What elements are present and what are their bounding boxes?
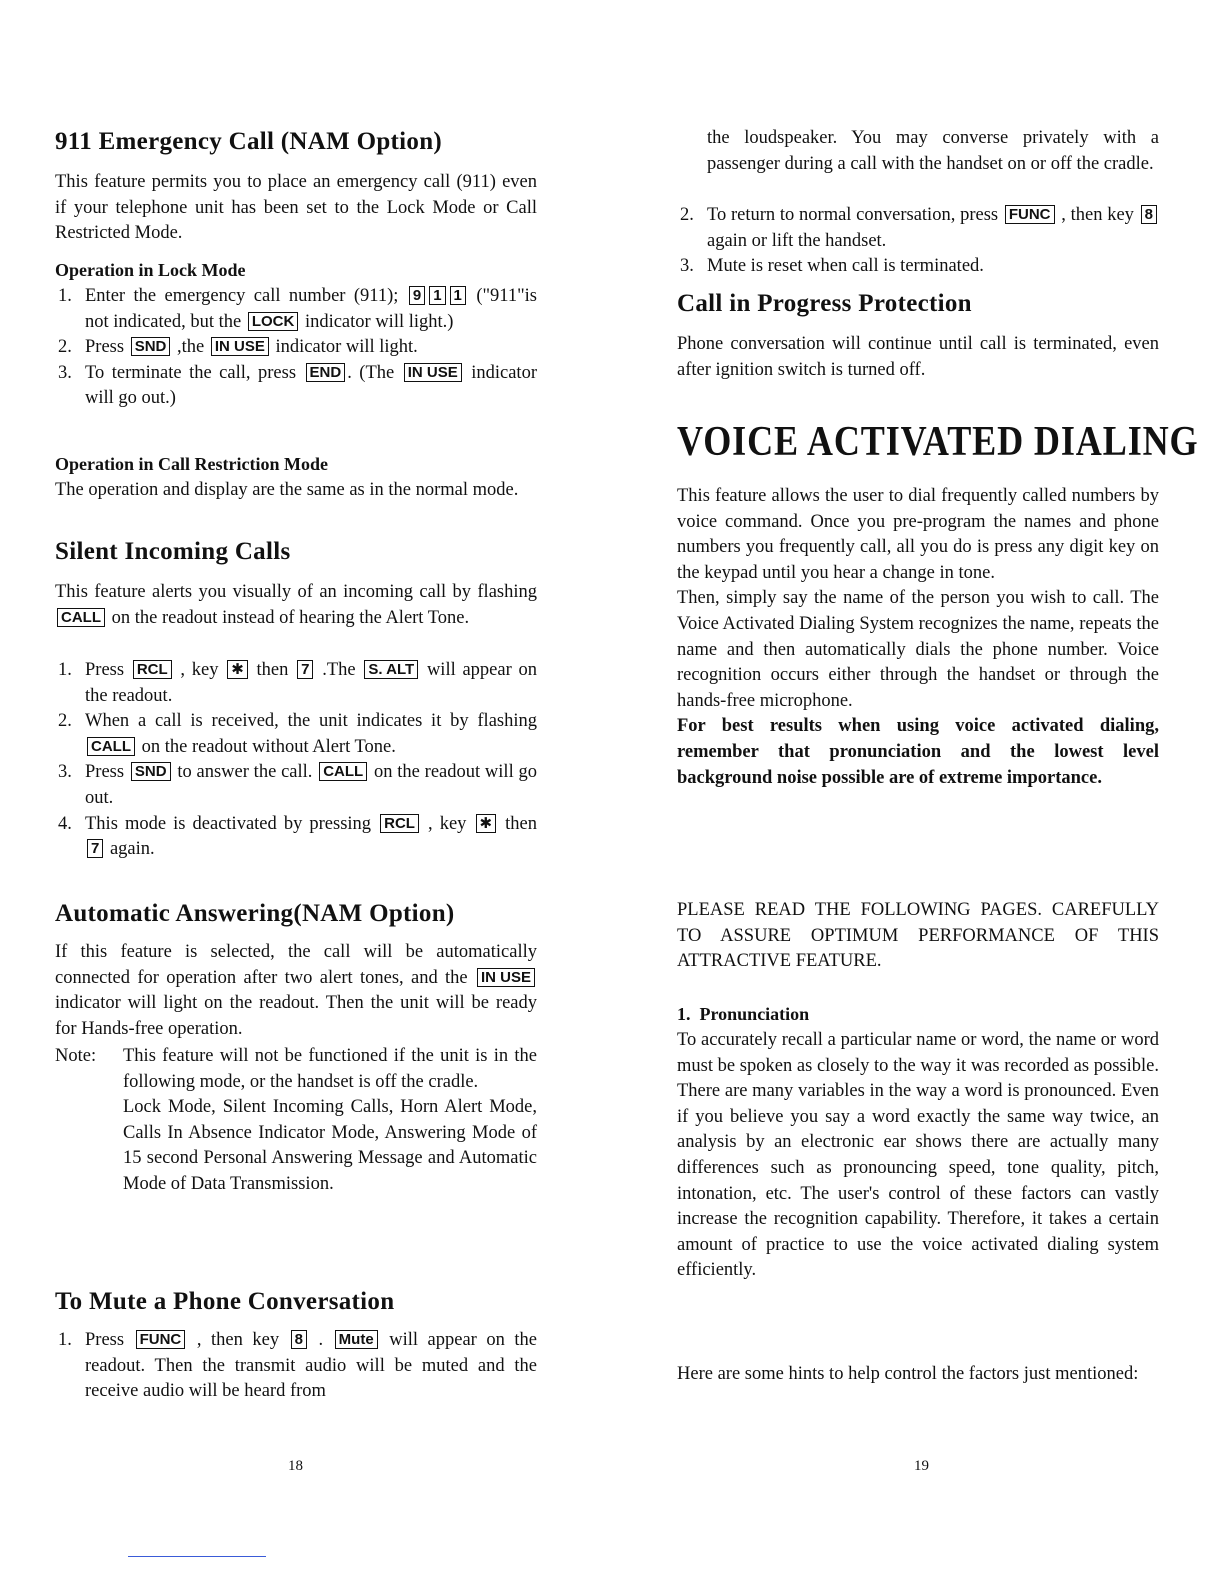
text-run: , then key [187, 1330, 289, 1350]
note-text: This feature will not be functioned if the unit is in the following mode, or the handset is off the cradle. [123, 1046, 537, 1092]
key-label: CALL [87, 737, 135, 756]
text-run: Press [85, 1330, 134, 1350]
text-run: Press [85, 660, 131, 680]
key-label: IN USE [477, 968, 535, 987]
text-run: If this feature is selected, the call will be automatically connected for operation after two alert tones, and the [55, 942, 537, 988]
key-label: 7 [87, 839, 103, 858]
text-run: then [498, 813, 537, 834]
hints-text: Here are some hints to help control the factors just mentioned: [677, 1364, 1139, 1384]
intro-911 [55, 170, 537, 247]
list-text [707, 203, 1159, 254]
heading-progress-protection: Call in Progress Protection [677, 290, 972, 317]
text-run: the loudspeaker. You may converse privately with a passenger during a call with the handset on or off the cradle. [707, 128, 1159, 174]
text-run: , key [173, 660, 226, 680]
text-run: Press [85, 762, 129, 783]
text-run: again or lift the handset. [707, 230, 887, 251]
key-label: ✱ [476, 814, 497, 833]
heading-911: 911 Emergency Call (NAM Option) [55, 128, 443, 155]
list-item [55, 658, 537, 709]
pronunciation-number: 1. [677, 1004, 691, 1024]
list-number: 4. [58, 813, 72, 834]
text-run: This feature alerts you visually of an incoming call by flashing [55, 582, 537, 602]
key-label: 7 [297, 660, 313, 679]
silent-intro [55, 580, 537, 631]
heading-mute: To Mute a Phone Conversation [55, 1288, 395, 1315]
text-run: This mode is deactivated by pressing [85, 813, 379, 834]
voice-text-2: Then, simply say the name of the person you wish to call. The Voice Activated Dialing System recognizes the name, repeats the name and then automatically dials the phone number. Voice recognition occurs either through the handset or through the hands-free microphone. [677, 588, 1159, 711]
key-label: S. ALT [364, 660, 418, 679]
text-run: again. [105, 839, 155, 860]
list-number: 2. [680, 205, 694, 225]
list-text [85, 709, 537, 760]
list-number: 3. [58, 762, 72, 783]
key-label: 8 [1141, 205, 1157, 224]
lock-mode-steps [55, 284, 537, 412]
mute-steps [55, 1328, 537, 1405]
text-run: . (The [347, 362, 402, 383]
key-label: IN USE [404, 363, 462, 382]
pronunciation-title: Pronunciation [699, 1004, 810, 1024]
text-run: Press [85, 337, 129, 358]
list-item [55, 812, 537, 863]
note [55, 1044, 537, 1198]
subheading-pronunciation [677, 1004, 1159, 1025]
list-item [55, 709, 537, 760]
text-run: This feature permits you to place an emergency call (911) even if your telephone unit has been set to the Lock Mode or Call Restricted Mode. [55, 172, 537, 244]
auto-answer-text [55, 940, 537, 1042]
list-item [677, 254, 1159, 280]
text-run: To return to normal conversation, press [707, 205, 1003, 225]
text-run: on the readout without Alert Tone. [137, 736, 396, 757]
list-text [85, 658, 537, 709]
mute-continued [677, 126, 1159, 177]
pronunciation-text: To accurately recall a particular name or word, the name or word must be spoken as closely to the way it was recorded as possible. There are many variables in the way a word is pronounced. Even if you believe you say a word exactly the same way twice, an analysis by an electronic ear shows there are actually many differences such as pronouncing speed, tone quality, pitch, intonation, etc. The user's control of these factors can vastly increase the recognition capability. Therefore, it takes a certain amount of practice to use the voice activated dialing system efficiently. [677, 1030, 1159, 1281]
text-run: When a call is received, the unit indicates it by flashing [85, 711, 537, 732]
text-run: then [249, 660, 296, 680]
key-label: RCL [380, 814, 419, 833]
text-run: to answer the call. [172, 762, 318, 783]
key-label: SND [131, 762, 171, 781]
key-label: 1 [450, 286, 466, 305]
list-number: 3. [680, 256, 694, 277]
text-run: ("911"is not indicated, but the [85, 286, 537, 332]
text-run: indicator will light.) [300, 311, 454, 332]
subheading-lock-mode: Operation in Lock Mode [55, 260, 246, 280]
voice-important: For best results when using voice activated dialing, remember that pronunciation and the lowest level background noise possible are of extreme importance. [677, 716, 1159, 788]
silent-steps [55, 658, 537, 863]
page-number-right: 19 [914, 1458, 929, 1474]
key-label: 8 [291, 1330, 307, 1349]
text-run: indicator will light on the readout. Then the unit will be ready for Hands-free operation. [55, 993, 537, 1039]
text-run: will appear on the readout. [85, 660, 538, 706]
list-text [85, 812, 537, 863]
key-label: RCL [133, 660, 172, 679]
text-run: . [308, 1330, 333, 1350]
list-item [55, 1328, 537, 1405]
key-label: END [306, 363, 346, 382]
list-text [85, 760, 537, 811]
list-number: 3. [58, 362, 72, 383]
list-number: 1. [58, 1330, 72, 1350]
text-run: will appear on the readout. Then the transmit audio will be muted and the receive audio will be heard from [85, 1330, 538, 1402]
link-underline [128, 1556, 266, 1557]
text-run: , then key [1056, 205, 1139, 225]
key-label: SND [131, 337, 171, 356]
list-text [85, 361, 537, 412]
list-number: 2. [58, 337, 72, 358]
text-run: .The [315, 660, 363, 680]
list-item [55, 335, 537, 361]
heading-auto-answer: Automatic Answering(NAM Option) [55, 900, 455, 927]
list-item [55, 361, 537, 412]
key-label: LOCK [248, 312, 299, 331]
text-run: , key [420, 813, 474, 834]
voice-intro [677, 484, 1159, 791]
key-label: 9 [409, 286, 425, 305]
note-label: Note: [55, 1046, 97, 1066]
heading-silent: Silent Incoming Calls [55, 538, 291, 565]
text-run: on the readout will go out. [85, 762, 538, 808]
text-run: Enter the emergency call number (911); [85, 286, 407, 306]
key-label: 1 [429, 286, 445, 305]
list-text [85, 1328, 537, 1405]
page-number-left: 18 [288, 1458, 303, 1474]
key-label: FUNC [1005, 205, 1055, 224]
key-label: FUNC [136, 1330, 186, 1349]
list-item [55, 284, 537, 335]
list-number: 1. [58, 660, 72, 680]
text-run: Phone conversation will continue until call is terminated, even after ignition switch is turned off. [677, 334, 1159, 380]
list-item [677, 203, 1159, 254]
key-label: CALL [57, 608, 105, 627]
subheading-restriction-mode: Operation in Call Restriction Mode [55, 454, 328, 474]
text-run: indicator will go out.) [85, 362, 537, 409]
text-run: Mute is reset when call is terminated. [707, 256, 984, 277]
text-run: ,the [172, 337, 209, 358]
key-label: IN USE [211, 337, 269, 356]
note-modes: Lock Mode, Silent Incoming Calls, Horn Alert Mode, Calls In Absence Indicator Mode, Answering Mode of 15 second Personal Answering Message and Automatic Mode of Data Transmission. [123, 1097, 537, 1194]
list-number: 1. [58, 286, 72, 306]
list-text [707, 254, 1159, 280]
key-label: CALL [319, 762, 367, 781]
caps-notice: PLEASE READ THE FOLLOWING PAGES. CAREFULLY TO ASSURE OPTIMUM PERFORMANCE OF THIS ATTRACTIVE FEATURE. [677, 900, 1159, 972]
list-number: 2. [58, 711, 72, 732]
mute-steps-continued [677, 203, 1159, 280]
list-text [85, 335, 537, 361]
heading-voice-dialing: VOICE ACTIVATED DIALING [677, 419, 1199, 465]
restriction-text [55, 478, 537, 504]
key-label: Mute [335, 1330, 378, 1349]
key-label: ✱ [227, 660, 248, 679]
text-run: indicator will light. [270, 337, 418, 358]
text-run: on the readout instead of hearing the Alert Tone. [107, 607, 470, 628]
text-run: To terminate the call, press [85, 362, 304, 383]
voice-text-1: This feature allows the user to dial frequently called numbers by voice command. Once you pre-program the names and phone numbers you frequently call, all you do is press any digit key on the keypad until you hear a change in tone. [677, 486, 1159, 583]
list-item [55, 760, 537, 811]
progress-text [677, 332, 1159, 383]
list-text [85, 284, 537, 335]
text-run: The operation and display are the same as in the normal mode. [55, 480, 519, 500]
